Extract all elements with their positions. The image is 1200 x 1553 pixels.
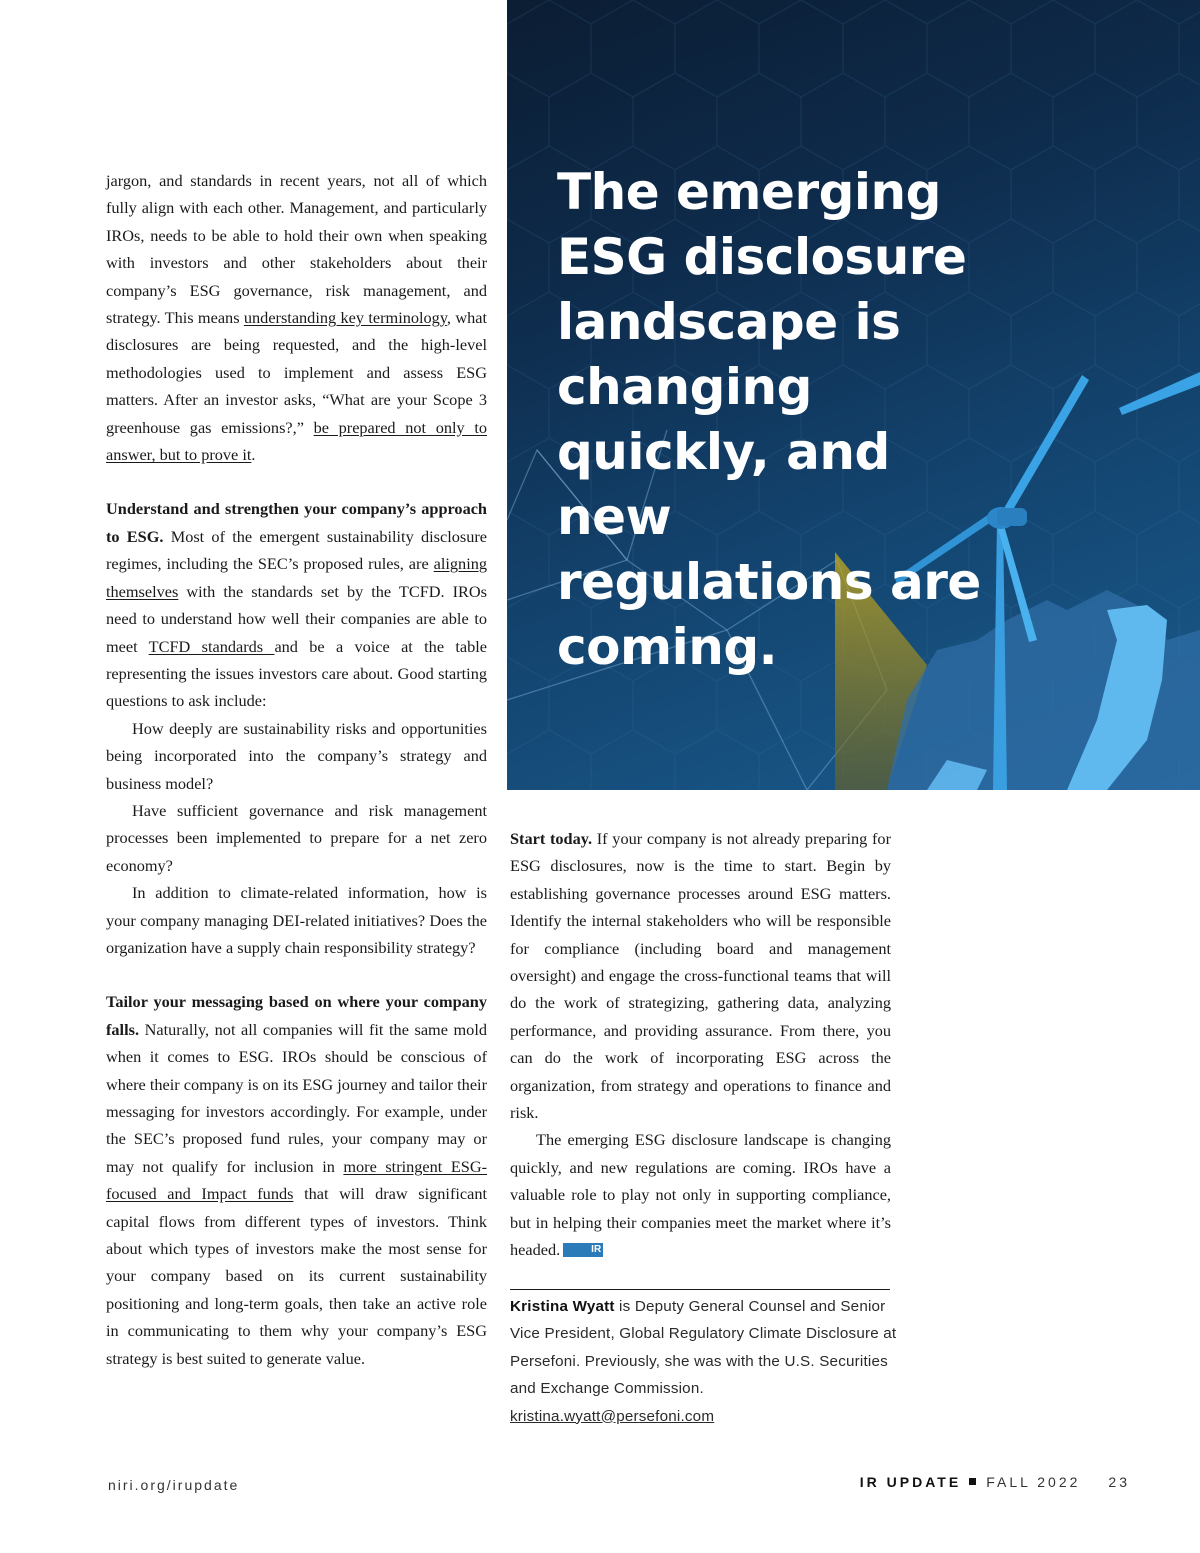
- paragraph-start-today: Start today. If your company is not already preparing for ESG disclosures, now is the time to start. Begin by establishing governance processes around ESG matters. Identify the internal stakeholders who will be responsible for compliance (including board and management oversight) and engage the cross-functional teams that will do the work of strategizing, gathering data, analyzing performance, and providing assurance. From there, you can do the work of incorporating ESG across the organization, from strategy and operations to finance and risk.: [510, 829, 891, 1123]
- question-sustainability-risks: How deeply are sustainability risks and opportunities being incorporated into the company’s strategy and business model?: [106, 718, 487, 793]
- right-column: [510, 825, 891, 1264]
- page-number: 23: [1108, 1474, 1130, 1490]
- pull-quote: The emerging ESG disclosure landscape is changing quickly, and new regulations are coming.: [557, 163, 981, 676]
- issue-label: FALL 2022: [986, 1474, 1081, 1490]
- bio-divider: [510, 1289, 890, 1290]
- link-aligning-themselves[interactable]: aligning themselves: [106, 554, 487, 601]
- link-understanding-key-terminology[interactable]: understanding key terminology: [243, 308, 447, 328]
- ir-end-mark-icon: IR: [563, 1243, 603, 1257]
- link-tcfd-standards[interactable]: TCFD standards: [148, 636, 275, 656]
- paragraph-tailor-messaging: Tailor your messaging based on where your company falls. Naturally, not all companies will fit the same mold when it comes to ESG. IROs should be conscious of where their company is on its ESG journey and tailor their messaging for investors accordingly. For example, under the SEC’s proposed fund rules, your company may or may not qualify for inclusion in more stringent ESG-focused and Impact funds that will draw significant capital flows from different types of investors. Think about which types of investors make the most sense for your company based on its current sustainability positioning and long-term goals, then take an active role in communicating to them why your company’s ESG strategy is best suited to generate value.: [106, 992, 488, 1368]
- author-email-link[interactable]: kristina.wyatt@persefoni.com: [510, 1407, 715, 1425]
- hero-illustration: [507, 0, 1200, 790]
- author-name: Kristina Wyatt: [510, 1298, 615, 1315]
- footer-folio: [860, 1474, 1130, 1490]
- question-governance: Have sufficient governance and risk management processes been implemented to prepare for a net zero economy?: [106, 800, 487, 875]
- subheading-understand-esg: Understand and strengthen your company’s approach to ESG.: [106, 499, 487, 546]
- left-column: [106, 167, 487, 1372]
- publication-name: IR UPDATE: [859, 1474, 962, 1490]
- subheading-start-today: Start today.: [510, 829, 593, 848]
- paragraph-understand-esg: Understand and strengthen your company’s approach to ESG. Most of the emergent sustainability disclosure regimes, including the SEC’s proposed rules, are aligning themselves with the standards set by the TCFD. IROs need to understand how well their companies are able to meet TCFD standards and be a voice at the table representing the issues investors care about. Good starting questions to ask include:: [106, 499, 488, 711]
- square-separator-icon: [969, 1478, 976, 1485]
- subheading-tailor-messaging: Tailor your messaging based on where your company falls.: [106, 992, 487, 1039]
- link-esg-impact-funds[interactable]: more stringent ESG-focused and Impact funds: [106, 1156, 488, 1204]
- link-be-prepared[interactable]: be prepared not only to answer, but to prove it: [106, 417, 487, 465]
- footer-url: niri.org/irupdate: [108, 1477, 240, 1493]
- question-dei: In addition to climate-related information, how is your company managing DEI-related initiatives? Does the organization have a supply chain responsibility strategy?: [106, 883, 487, 957]
- paragraph-jargon: jargon, and standards in recent years, not all of which fully align with each other. Management, and particularly IROs, needs to be able to hold their own when speaking with investors and other stakeholders about their company’s ESG governance, risk management, and strategy. This means understanding key terminology, what disclosures are being requested, and the high-level methodologies used to implement and assess ESG matters. After an investor asks, “What are your Scope 3 greenhouse gas emissions?,” be prepared not only to answer, but to prove it.: [106, 171, 487, 465]
- paragraph-conclusion: The emerging ESG disclosure landscape is changing quickly, and new regulations are coming. IROs have a valuable role to play not only in supporting compliance, but in helping their companies meet the market where it’s headed. IR: [510, 1130, 891, 1260]
- author-bio: Kristina Wyatt is Deputy General Counsel and Senior Vice President, Global Regulatory Climate Disclosure at Persefoni. Previously, she was with the U.S. Securities and Exchange Commission. kristina.wyatt@persefoni.com: [510, 1298, 897, 1425]
